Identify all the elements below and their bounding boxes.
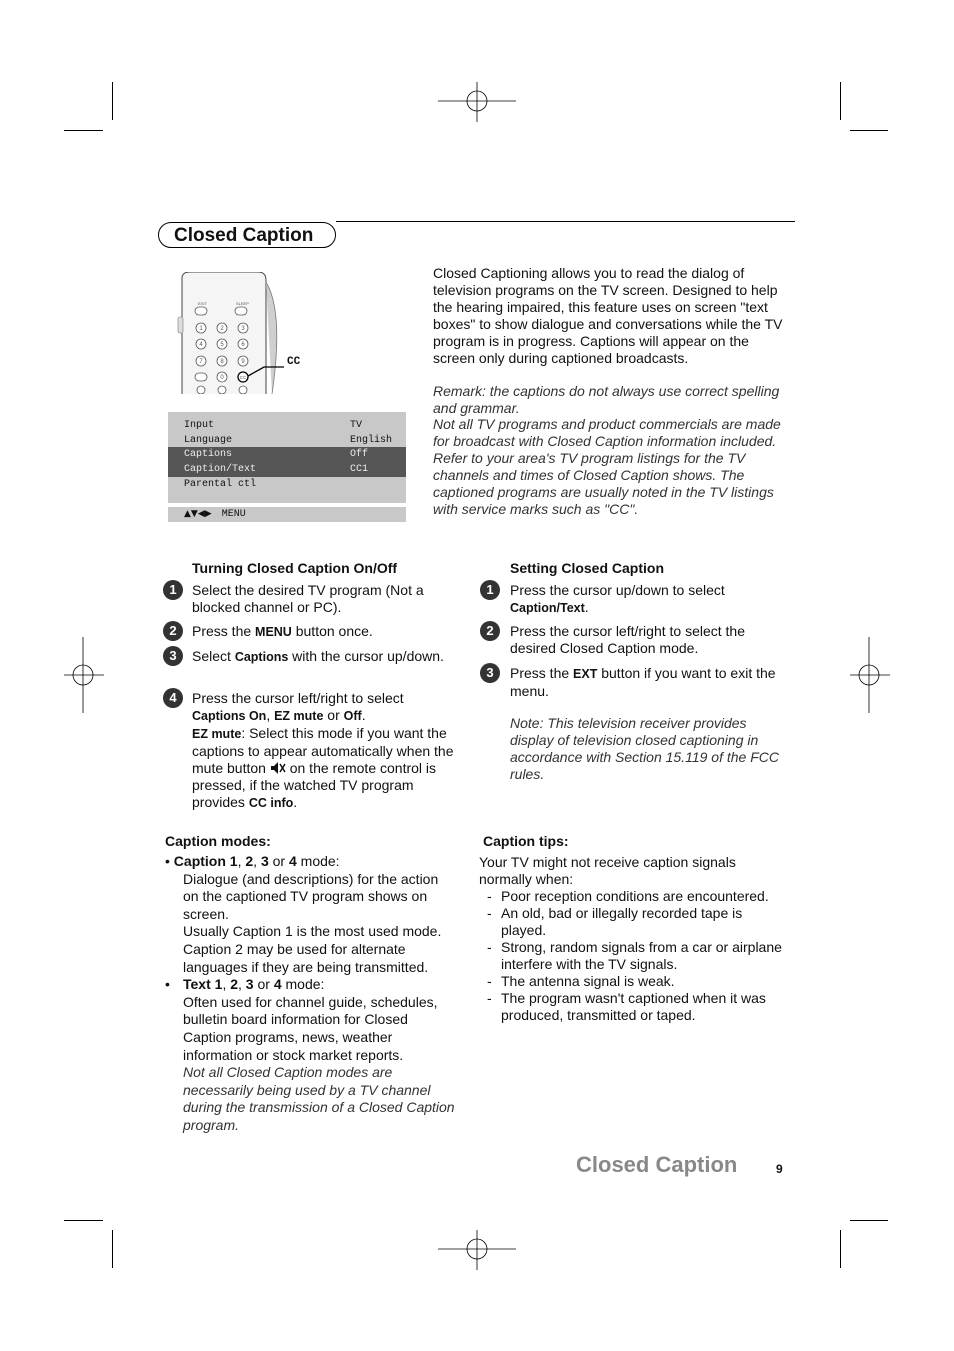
mode-sep: mode:: [281, 976, 325, 993]
registration-mark-icon: [850, 637, 890, 713]
step-text: Press the: [510, 665, 574, 681]
mode-label: 2: [230, 976, 239, 993]
turning-step-2: [192, 623, 447, 641]
step-number-icon: 1: [480, 580, 500, 600]
cc-info-label: CC info: [248, 796, 294, 810]
menu-footer-label: MENU: [221, 509, 246, 520]
exit-key-label: EXIT: [198, 301, 207, 306]
modes-note: Not all Closed Caption modes are necessarily being used by a TV channel during the transmission of a Closed Caption program.: [183, 1064, 455, 1133]
tip-item: - The program wasn't captioned when it was produced, transmitted or taped.: [479, 990, 789, 1024]
mode-label: Text 1: [183, 976, 223, 993]
remote-key-5: 5: [220, 342, 224, 348]
tip-item: - The antenna signal is weak.: [479, 973, 789, 990]
step-number-icon: 2: [480, 621, 500, 641]
step-number-icon: 3: [163, 646, 183, 666]
remark-2: Not all TV programs and product commercials are made for broadcast with Closed Caption information included. Refer to your area's TV program listings for the TV channels and times of Closed Caption shows. The captioned programs are usually noted in the TV listings with service marks such as "CC".: [433, 416, 781, 517]
ext-key-label: EXT: [573, 667, 598, 681]
turning-step-4: [192, 690, 454, 812]
menu-row-value: TV: [350, 420, 363, 431]
step-text: .: [584, 599, 589, 615]
remote-key-0: 0: [220, 375, 224, 381]
menu-row-label: Parental ctl: [184, 479, 257, 490]
menu-row-input: [168, 418, 406, 433]
mode-sep: ,: [222, 976, 231, 993]
registration-mark-icon: [438, 82, 516, 122]
step-text: on the remote control is pressed, if the watched TV program provides: [192, 760, 437, 810]
tips-heading: Caption tips:: [483, 833, 569, 849]
ez-mute-label: EZ mute: [192, 727, 242, 741]
setting-step-1: [510, 582, 780, 617]
mute-icon: [270, 761, 286, 775]
cc-callout-label: CC: [287, 356, 301, 368]
tip-item: - Poor reception conditions are encountered.: [479, 888, 789, 905]
remote-key-6: 6: [241, 342, 245, 348]
mode-label: Caption 1: [173, 853, 238, 869]
setting-step-2: Press the cursor left/right to select the desired Closed Caption mode.: [510, 623, 745, 656]
step-number-icon: 1: [163, 580, 183, 600]
mode-label: 3: [260, 853, 269, 869]
crop-mark: [64, 1220, 103, 1221]
header-rule: [336, 221, 795, 222]
caption-mode-desc: Dialogue (and descriptions) for the action on the captioned TV program shows on screen.: [183, 870, 439, 922]
menu-row-value: English: [350, 435, 393, 446]
remark-1: Remark: the captions do not always use correct spelling and grammar.: [433, 383, 780, 416]
cursor-arrows-icon: ▲▼◀▶: [184, 509, 212, 519]
option-label: Off: [343, 709, 362, 723]
onscreen-menu: [168, 412, 406, 503]
menu-row-language: [168, 433, 406, 448]
mode-sep: or: [253, 976, 274, 993]
menu-row-value: CC1: [350, 464, 369, 475]
tip-item: - An old, bad or illegally recorded tape is played.: [479, 905, 789, 939]
captions-label: Captions: [234, 650, 289, 664]
menu-row-value: Off: [350, 449, 369, 460]
remote-key-4: 4: [199, 342, 203, 348]
modes-heading: Caption modes:: [165, 833, 271, 849]
crop-mark: [840, 1230, 841, 1268]
caption-mode-desc: Usually Caption 1 is the most used mode. Caption 2 may be used for alternate languages if they are being transmitted.: [183, 923, 442, 975]
step-text: Select: [192, 648, 235, 664]
registration-mark-icon: [438, 1230, 516, 1270]
step-text: button once.: [291, 623, 373, 639]
remote-key-1: 1: [199, 326, 203, 332]
crop-mark: [112, 1230, 113, 1268]
menu-key-label: MENU: [255, 625, 292, 639]
step-text: Press the cursor up/down to select: [510, 582, 725, 598]
step-text: Press the cursor left/right to select: [192, 690, 404, 706]
crop-mark: [850, 130, 888, 131]
crop-mark: [112, 82, 113, 120]
step-number-icon: 3: [480, 663, 500, 683]
mode-sep: ,: [238, 976, 246, 993]
option-label: Captions On: [192, 709, 267, 723]
step-text: : Select this mode if you want the captions to appear automatically when the mute button: [192, 725, 454, 776]
step-text: Press the: [192, 623, 256, 639]
mode-label: 4: [273, 976, 282, 993]
mode-label: 3: [245, 976, 254, 993]
page-title: Closed Caption: [158, 222, 336, 248]
remote-key-cc: CC: [239, 375, 247, 380]
crop-mark: [840, 82, 841, 120]
remote-key-3: 3: [241, 326, 245, 332]
mode-sep: ,: [237, 853, 246, 869]
menu-row-parental: [168, 477, 406, 492]
tips-intro: Your TV might not receive caption signals normally when:: [479, 854, 736, 887]
turning-step-3: [192, 648, 447, 666]
step-text: button if you want to exit the menu.: [510, 665, 776, 699]
tip-item: - Strong, random signals from a car or airplane interfere with the TV signals.: [479, 939, 789, 973]
page-number: 9: [776, 1162, 783, 1176]
mode-sep: or: [268, 853, 289, 869]
step-text: .: [293, 794, 298, 810]
setting-heading: Setting Closed Caption: [510, 560, 664, 576]
tips-list: [479, 888, 789, 1024]
menu-row-label: Language: [184, 435, 233, 446]
crop-mark: [850, 1220, 888, 1221]
remote-key-7: 7: [199, 359, 203, 365]
sleep-key-label: SLEEP: [236, 301, 249, 306]
crop-mark: [64, 130, 103, 131]
setting-step-3: [510, 665, 780, 700]
menu-row-label: Caption/Text: [184, 464, 257, 475]
menu-row-captions: [168, 447, 406, 462]
mode-sep: ,: [253, 853, 261, 869]
turning-step-1: Select the desired TV program (Not a blocked channel or PC).: [192, 582, 424, 615]
menu-row-label: Captions: [184, 449, 233, 460]
remote-control-illustration: [176, 272, 306, 394]
caption-mode-bullet: [165, 853, 455, 871]
bullet-glyph: •: [165, 853, 174, 869]
remote-key-9: 9: [241, 359, 245, 365]
step-text: ,: [266, 707, 275, 723]
mode-label: 4: [288, 853, 297, 869]
step-text: with the cursor up/down.: [288, 648, 444, 664]
footer-title: Closed Caption: [576, 1152, 738, 1177]
registration-mark-icon: [64, 637, 104, 713]
remote-key-2: 2: [220, 326, 224, 332]
text-mode-desc: Often used for channel guide, schedules, bulletin board information for Closed Caption programs, news, weather information or stock market reports.: [183, 993, 438, 1063]
remote-key-8: 8: [220, 359, 224, 365]
caption-modes-list: [165, 853, 455, 1135]
turning-heading: Turning Closed Caption On/Off: [192, 560, 398, 576]
fcc-note: Note: This television receiver provides display of television closed captioning in accordance with Section 15.119 of the FCC rules.: [510, 715, 780, 782]
menu-row-caption-text: [168, 462, 406, 477]
option-label: EZ mute: [274, 709, 324, 723]
bullet-glyph: •: [165, 976, 170, 993]
step-number-icon: 2: [163, 621, 183, 641]
mode-sep: mode:: [296, 853, 340, 869]
step-text: or: [323, 707, 344, 723]
caption-text-label: Caption/Text: [510, 601, 585, 615]
menu-row-label: Input: [184, 420, 215, 431]
text-mode-bullet: [165, 976, 455, 994]
step-number-icon: 4: [163, 688, 183, 708]
intro-paragraph: Closed Captioning allows you to read the dialog of television programs on the TV screen. Designed to help the hearing impaired, this feature uses on screen "text boxes" to show dialogue and conversations while the TV program is in progress. Captions will appear on the screen only during captioned broadcasts.: [433, 265, 783, 366]
menu-footer-bar: [168, 507, 406, 522]
mode-label: 2: [245, 853, 254, 869]
step-text: .: [361, 707, 366, 723]
